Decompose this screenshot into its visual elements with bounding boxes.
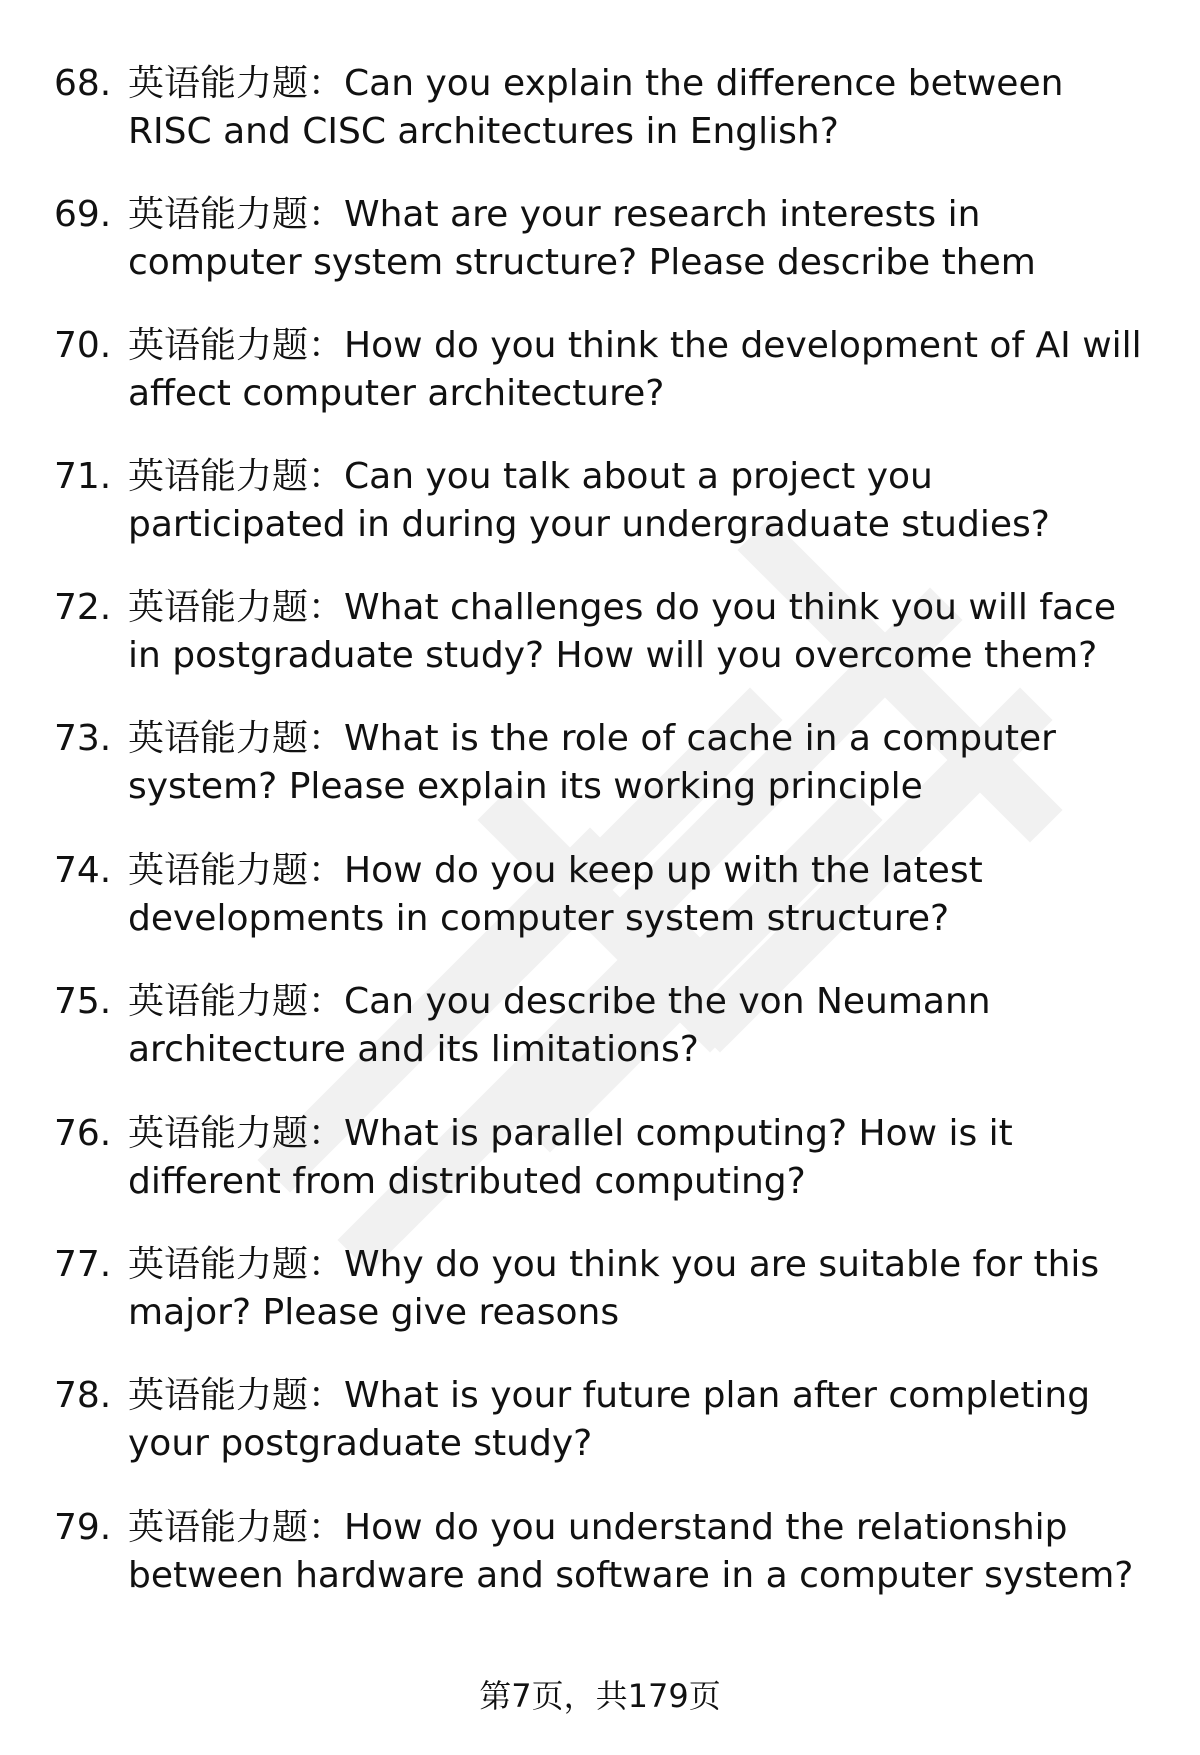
question-number: 70.: [54, 325, 112, 366]
question-item: [0, 1110, 1200, 1210]
question-number: 78.: [54, 1375, 112, 1416]
question-text: 英语能力题：What are your research interests in computer system structure? Please describe them: [128, 194, 1036, 283]
question-text: 英语能力题：Can you talk about a project you participated in during your undergraduate studies?: [128, 456, 1050, 545]
question-number: 69.: [54, 194, 112, 235]
question-number: 76.: [54, 1113, 112, 1154]
question-item: [0, 322, 1200, 422]
page-number-label: 第7页，共179页: [479, 1677, 721, 1715]
question-text: 英语能力题：Why do you think you are suitable for this major? Please give reasons: [128, 1244, 1100, 1333]
question-item: [0, 584, 1200, 684]
question-number: 68.: [54, 63, 112, 104]
question-item: [0, 847, 1200, 947]
question-number: 79.: [54, 1507, 112, 1548]
question-text: 英语能力题：What is your future plan after completing your postgraduate study?: [128, 1375, 1091, 1464]
question-text: 英语能力题：Can you explain the difference between RISC and CISC architectures in English?: [128, 63, 1064, 152]
question-item: [0, 978, 1200, 1078]
question-number: 72.: [54, 587, 112, 628]
question-text: 英语能力题：What is the role of cache in a computer system? Please explain its working principle: [128, 718, 1056, 807]
question-text: 英语能力题：How do you keep up with the latest developments in computer system structure?: [128, 850, 983, 939]
question-item: [0, 453, 1200, 553]
question-text: 英语能力题：What is parallel computing? How is it different from distributed computing?: [128, 1113, 1013, 1202]
question-number: 77.: [54, 1244, 112, 1285]
question-text: 英语能力题：How do you think the development of AI will affect computer architecture?: [128, 325, 1142, 414]
question-item: [0, 191, 1200, 291]
question-number: 73.: [54, 718, 112, 759]
question-item: [0, 1504, 1200, 1604]
question-item: [0, 1241, 1200, 1341]
page-footer: [0, 1672, 1200, 1720]
question-text: 英语能力题：Can you describe the von Neumann architecture and its limitations?: [128, 981, 991, 1070]
question-text: 英语能力题：What challenges do you think you will face in postgraduate study? How will you overcome them?: [128, 587, 1116, 676]
question-item: [0, 60, 1200, 160]
question-number: 75.: [54, 981, 112, 1022]
question-item: [0, 715, 1200, 815]
question-number: 71.: [54, 456, 112, 497]
question-text: 英语能力题：How do you understand the relationship between hardware and software in a computer system?: [128, 1507, 1134, 1596]
question-number: 74.: [54, 850, 112, 891]
question-item: [0, 1372, 1200, 1472]
